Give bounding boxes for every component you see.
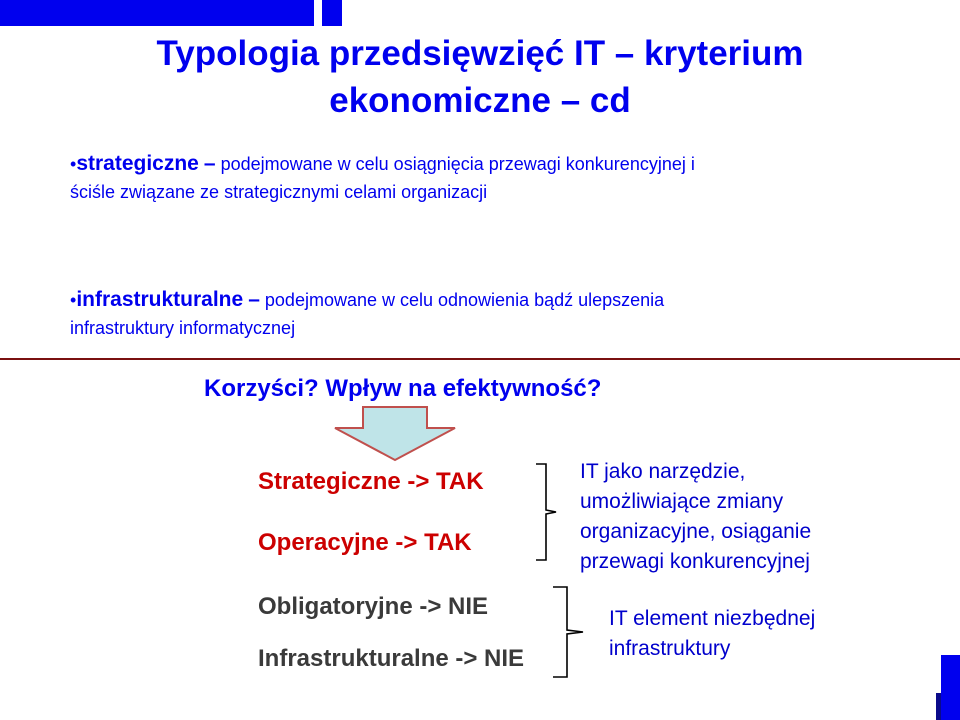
section-divider [0, 358, 960, 360]
top-left-bar [0, 0, 314, 26]
positive-group-description [580, 457, 940, 577]
bullet-marker: • [70, 290, 77, 310]
positive-description-line: organizacyjne, osiąganie [580, 520, 812, 543]
bullet-strategic-line-1 [70, 150, 890, 178]
positive-description-line: umożliwiające zmiany [580, 490, 784, 513]
benefits-question: Korzyści? Wpływ na efektywność? [204, 375, 602, 402]
negative-item-infrastructure: Infrastrukturalne -> NIE [258, 645, 525, 672]
positive-item-strategic: Strategiczne -> TAK [258, 468, 484, 495]
bullet-infrastructure-line-1 [70, 286, 890, 314]
bullet-term: infrastrukturalne [76, 288, 244, 311]
bullet-text-line-2: infrastruktury informatycznej [70, 318, 296, 338]
top-square [322, 0, 342, 26]
title-line-1: Typologia przedsięwzięć IT – kryterium [156, 34, 804, 73]
positive-group-brace [534, 462, 560, 562]
bullet-strategic [70, 150, 890, 206]
positive-item-operational: Operacyjne -> TAK [258, 529, 472, 556]
positive-description-line: IT jako narzędzie, [580, 460, 746, 483]
bullet-marker: • [70, 154, 77, 174]
bullet-infrastructure [70, 286, 890, 342]
negative-description-line: infrastruktury [609, 637, 731, 660]
bullet-dash: – [248, 288, 260, 311]
title-line-2: ekonomiczne – cd [329, 81, 631, 120]
bullet-text-line-1: podejmowane w celu osiągnięcia przewagi konkurencyjnej i [220, 154, 695, 174]
negative-group-description [609, 604, 960, 664]
bullet-text-line-1: podejmowane w celu odnowienia bądź ulepszenia [264, 290, 665, 310]
bullet-term: strategiczne [76, 152, 199, 175]
bullet-text-line-2: ściśle związane ze strategicznymi celami organizacji [70, 182, 488, 202]
slide-title [60, 30, 900, 124]
down-arrow-icon [332, 406, 458, 462]
negative-description-line: IT element niezbędnej [609, 607, 816, 630]
bottom-right-block [941, 655, 960, 720]
positive-description-line: przewagi konkurencyjnej [580, 550, 810, 573]
bullet-dash: – [203, 152, 216, 175]
negative-group-brace [551, 585, 587, 679]
negative-item-obligatory: Obligatoryjne -> NIE [258, 593, 489, 620]
